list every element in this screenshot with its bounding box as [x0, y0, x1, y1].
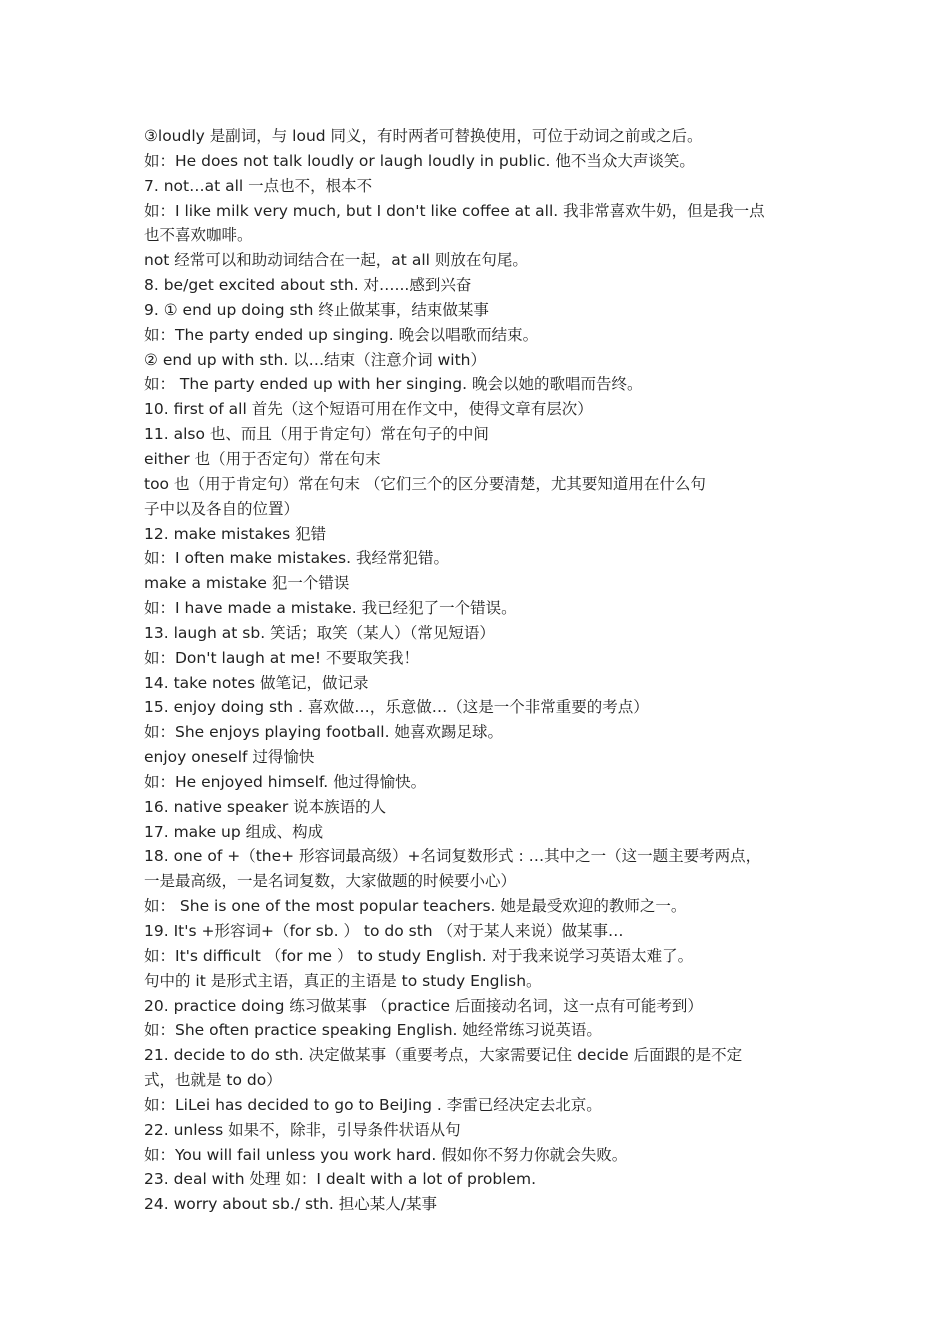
text-line: 一是最高级，一是名词复数，大家做题的时候要小心） [144, 872, 517, 891]
text-line: make a mistake 犯一个错误 [144, 574, 350, 593]
text-line: ② end up with sth. 以…结束（注意介词 with） [144, 350, 486, 369]
text-line: 如：I like milk very much, but I don't like coffee at all. 我非常喜欢牛奶，但是我一点 [144, 201, 765, 220]
text-line: 20. practice doing 练习做某事 （practice 后面接动名词，这一点有可能考到） [144, 996, 703, 1015]
text-line: 如：I have made a mistake. 我已经犯了一个错误。 [144, 599, 517, 618]
text-line: 24. worry about sb./ sth. 担心某人/某事 [144, 1195, 438, 1214]
text-line: 如：He does not talk loudly or laugh loudly in public. 他不当众大声谈笑。 [144, 151, 695, 170]
text-line: 21. decide to do sth. 决定做某事（重要考点，大家需要记住 decide 后面跟的是不定 [144, 1046, 743, 1065]
text-line: 12. make mistakes 犯错 [144, 524, 327, 543]
text-line: 式，也就是 to do） [144, 1071, 282, 1090]
text-line: 13. laugh at sb. 笑话；取笑（某人）（常见短语） [144, 623, 495, 642]
text-line: 如：She enjoys playing football. 她喜欢踢足球。 [144, 723, 503, 742]
text-line: 如： The party ended up with her singing. 晚会以她的歌唱而告终。 [144, 375, 643, 394]
text-line: 14. take notes 做笔记，做记录 [144, 673, 369, 692]
text-line: enjoy oneself 过得愉快 [144, 748, 315, 767]
text-line: 如：You will fail unless you work hard. 假如你不努力你就会失败。 [144, 1145, 628, 1164]
text-line: 8. be/get excited about sth. 对…...感到兴奋 [144, 276, 472, 295]
text-line: 10. first of all 首先（这个短语可用在作文中，使得文章有层次） [144, 400, 593, 419]
document-body [144, 124, 824, 1217]
text-line: 如：The party ended up singing. 晚会以唱歌而结束。 [144, 325, 539, 344]
text-line: 15. enjoy doing sth . 喜欢做…，乐意做…（这是一个非常重要的考点） [144, 698, 649, 717]
text-line: 如：Don't laugh at me! 不要取笑我！ [144, 648, 420, 667]
text-line: 如：She often practice speaking English. 她经常练习说英语。 [144, 1021, 602, 1040]
text-line: 18. one of +（the+ 形容词最高级）+名词复数形式 : …其中之一（这一题主要考两点， [144, 847, 762, 866]
text-line: 如： She is one of the most popular teachers. 她是最受欢迎的教师之一。 [144, 897, 687, 916]
text-line: 23. deal with 处理 如：I dealt with a lot of problem. [144, 1170, 537, 1189]
text-line: not 经常可以和助动词结合在一起，at all 则放在句尾。 [144, 251, 528, 270]
text-line: ③loudly 是副词，与 loud 同义，有时两者可替换使用，可位于动词之前或之后。 [144, 127, 703, 145]
text-line: 17. make up 组成、构成 [144, 822, 324, 841]
text-line: 22. unless 如果不，除非，引导条件状语从句 [144, 1120, 461, 1139]
text-line: 16. native speaker 说本族语的人 [144, 797, 387, 816]
text-line: 11. also 也、而且（用于肯定句）常在句子的中间 [144, 425, 489, 444]
text-line: 如：He enjoyed himself. 他过得愉快。 [144, 772, 427, 791]
text-line: 如：It's difficult （for me ） to study English. 对于我来说学习英语太难了。 [144, 946, 694, 965]
text-line: 7. not…at all 一点也不，根本不 [144, 176, 373, 195]
text-line: 19. It's +形容词+（for sb. ） to do sth （对于某人来说）做某事… [144, 922, 624, 940]
text-line: 如：LiLei has decided to go to BeiJing . 李雷已经决定去北京。 [144, 1095, 602, 1114]
text-line: 句中的 it 是形式主语，真正的主语是 to study English。 [144, 971, 542, 990]
text-line: 子中以及各自的位置） [144, 499, 300, 518]
text-line: 9. ① end up doing sth 终止做某事，结束做某事 [144, 300, 489, 319]
text-line: too 也（用于肯定句）常在句末 （它们三个的区分要清楚，尤其要知道用在什么句 [144, 474, 706, 493]
text-line: either 也（用于否定句）常在句末 [144, 449, 381, 468]
text-line: 也不喜欢咖啡。 [144, 226, 253, 245]
text-line: 如：I often make mistakes. 我经常犯错。 [144, 549, 449, 568]
